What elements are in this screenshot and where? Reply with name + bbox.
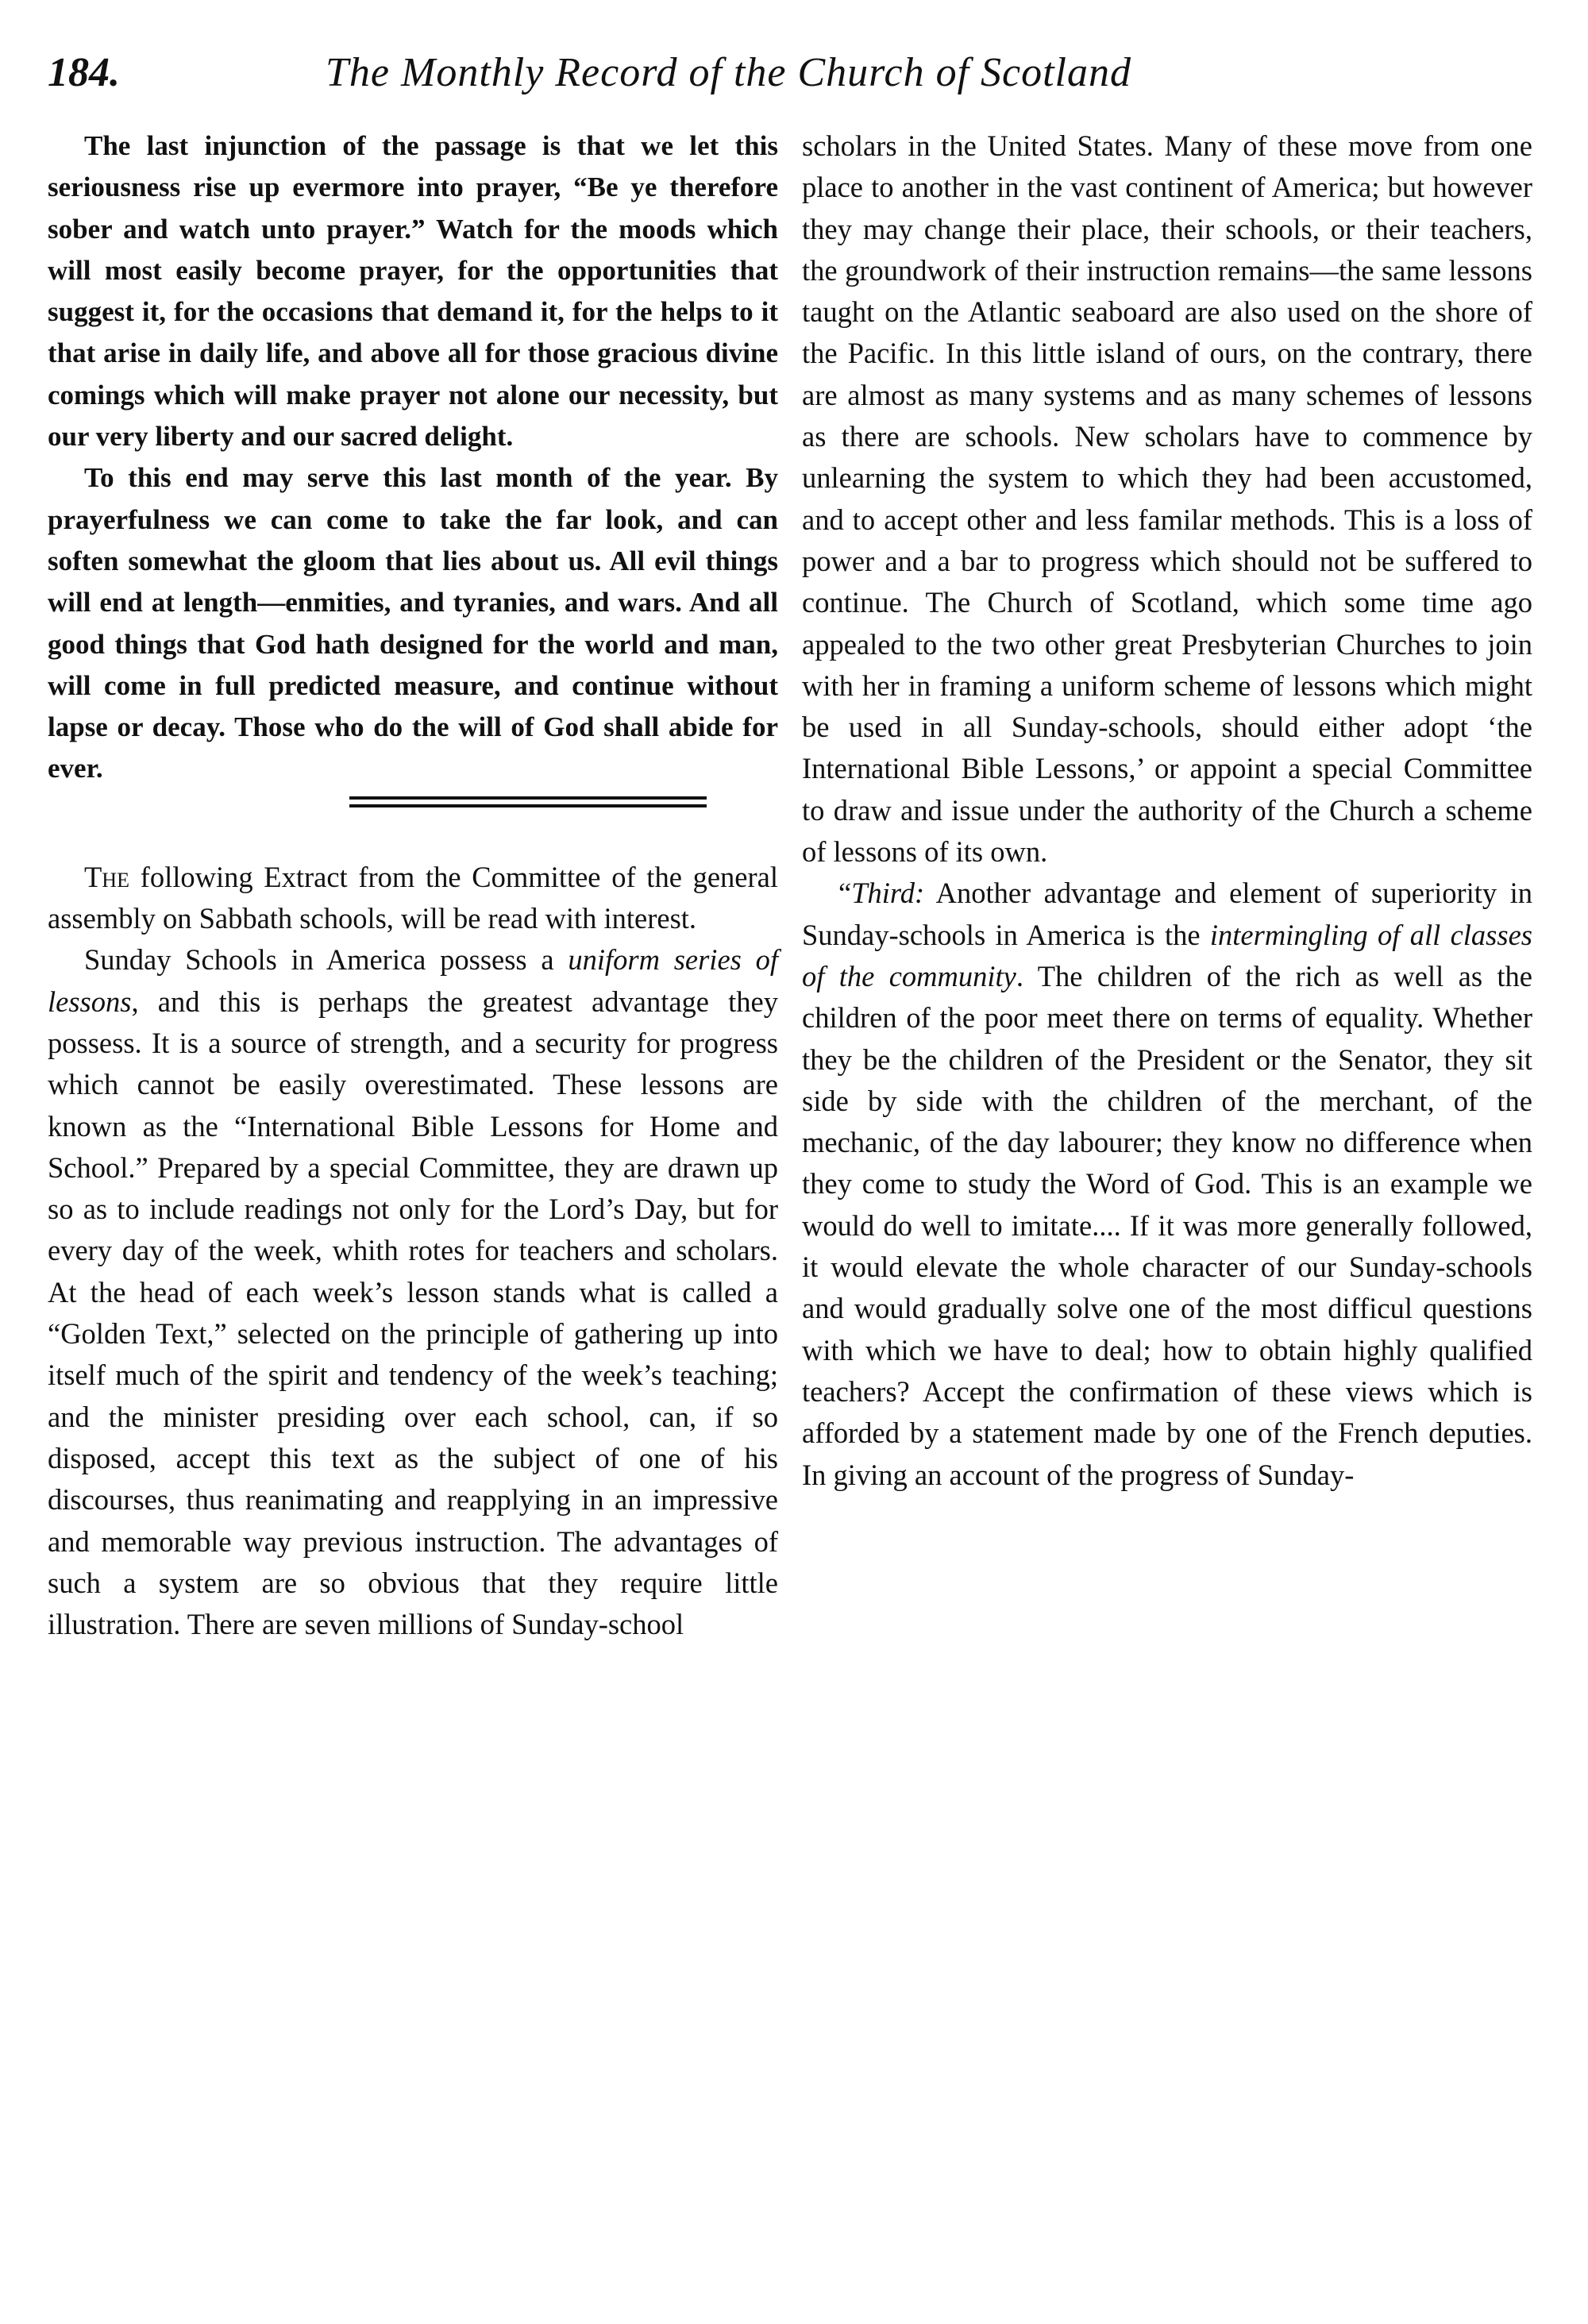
extract-intro-paragraph (48, 857, 778, 940)
left-column (48, 125, 778, 1645)
third-italic-phrase: intermingling of all classes of the community (802, 918, 1532, 992)
divider-rule-top (349, 796, 707, 800)
extract-paragraph-uniform-lessons (48, 939, 778, 1645)
divider-rule-bottom (349, 804, 707, 807)
running-header (48, 49, 1540, 105)
extract-paragraph-third (802, 873, 1532, 1495)
page-number: 184. (48, 50, 120, 95)
uniform-lessons-text-2: , and this is perhaps the greatest advantage they possess. It is a source of strength, and a security for progress which cannot be easily overestimated. These lessons are known as the “International Bible Lessons for Home and School.” Prepared by a special Committee, they are drawn up so as to include readings not only for the Lord’s Day, but for every day of the week, whith rotes for teachers and scholars. At the head of each week’s lesson stands what is called a “Golden Text,” selected on the principle of gathering up into itself much of the spirit and tendency of the week’s teaching; and the minister presiding over each school, can, if so disposed, accept this text as the subject of one of his discourses, thus reanimating and reapplying in an impressive and memorable way previous instruction. The advantages of such a system are so obvious that they require little illustration. There are seven millions of Sunday-school (48, 985, 778, 1641)
extract-paragraph-continued: scholars in the United States. Many of these move from one place to another in the vast continent of America; but however they may change their place, their schools, or their teachers, the groundwork of their instruction remains—the same lessons taught on the Atlantic seaboard are also used on the shore of the Pacific. In this little island of ours, on the contrary, there are almost as many systems and as many schemes of lessons as there are schools. New scholars have to commence by unlearning the system to which they had been accustomed, and to accept other and less familar methods. This is a loss of power and a bar to progress which should not be suffered to continue. The Church of Scotland, which some time ago appealed to the two other great Presbyterian Churches to join with her in framing a uniform scheme of lessons which might be used in all Sunday-schools, should either adopt ‘the International Bible Lessons,’ or appoint a special Committee to draw and issue under the authority of the Church a scheme of lessons of its own. (802, 129, 1532, 869)
third-text-1: Another advantage and element of superiority in Sunday-schools in America is the (802, 877, 1532, 951)
section-spacer (48, 825, 778, 857)
uniform-lessons-text-1: Sunday Schools in America possess a (84, 943, 569, 977)
extract-intro-text: following Extract from the Committee of the general assembly on Sabbath schools, will be read with interest. (48, 860, 778, 935)
third-label: Third: (851, 877, 925, 910)
third-open-quote: “ (838, 877, 852, 910)
section-divider (48, 792, 778, 825)
right-column (802, 125, 1532, 1496)
sermon-paragraph-1: The last injunction of the passage is that we let this seriousness rise up evermore into prayer, “Be ye therefore sober and watch unto prayer.” Watch for the moods which will most easily become prayer, for the opportunities that suggest it, for the occasions that demand it, for the helps to it that arise in daily life, and above all for those gracious divine comings which will make prayer not alone our necessity, but our very liberty and our sacred delight. (48, 130, 778, 453)
third-text-2: . The children of the rich as well as the children of the poor meet there on terms of equality. Whether they be the children of the President or the Senator, they sit side by side with the children of the merchant, of the mechanic, of the day labourer; they know no difference when they come to study the Word of God. This is an example we would do well to imitate.... If it was more generally followed, it would elevate the whole character of our Sunday-schools and would gradually solve one of the most difficul questions with which we have to deal; how to obtain highly qualified teachers? Accept the confirmation of these views which is afforded by a statement made by one of the French deputies. In giving an account of the progress of Sunday- (802, 959, 1532, 1491)
running-title: The Monthly Record of the Church of Scotland (326, 50, 1131, 95)
extract-lead-word: The (84, 860, 129, 893)
uniform-lessons-italic: uniform series of lessons (48, 943, 778, 1018)
sermon-paragraph-2: To this end may serve this last month of the year. By prayerfulness we can come to take the far look, and can soften somewhat the gloom that lies about us. All evil things will end at length—enmities, and tyranies, and wars. And all good things that God hath designed for the world and man, will come in full predicted measure, and continue without lapse or decay. Those who do the will of God shall abide for ever. (48, 462, 778, 784)
